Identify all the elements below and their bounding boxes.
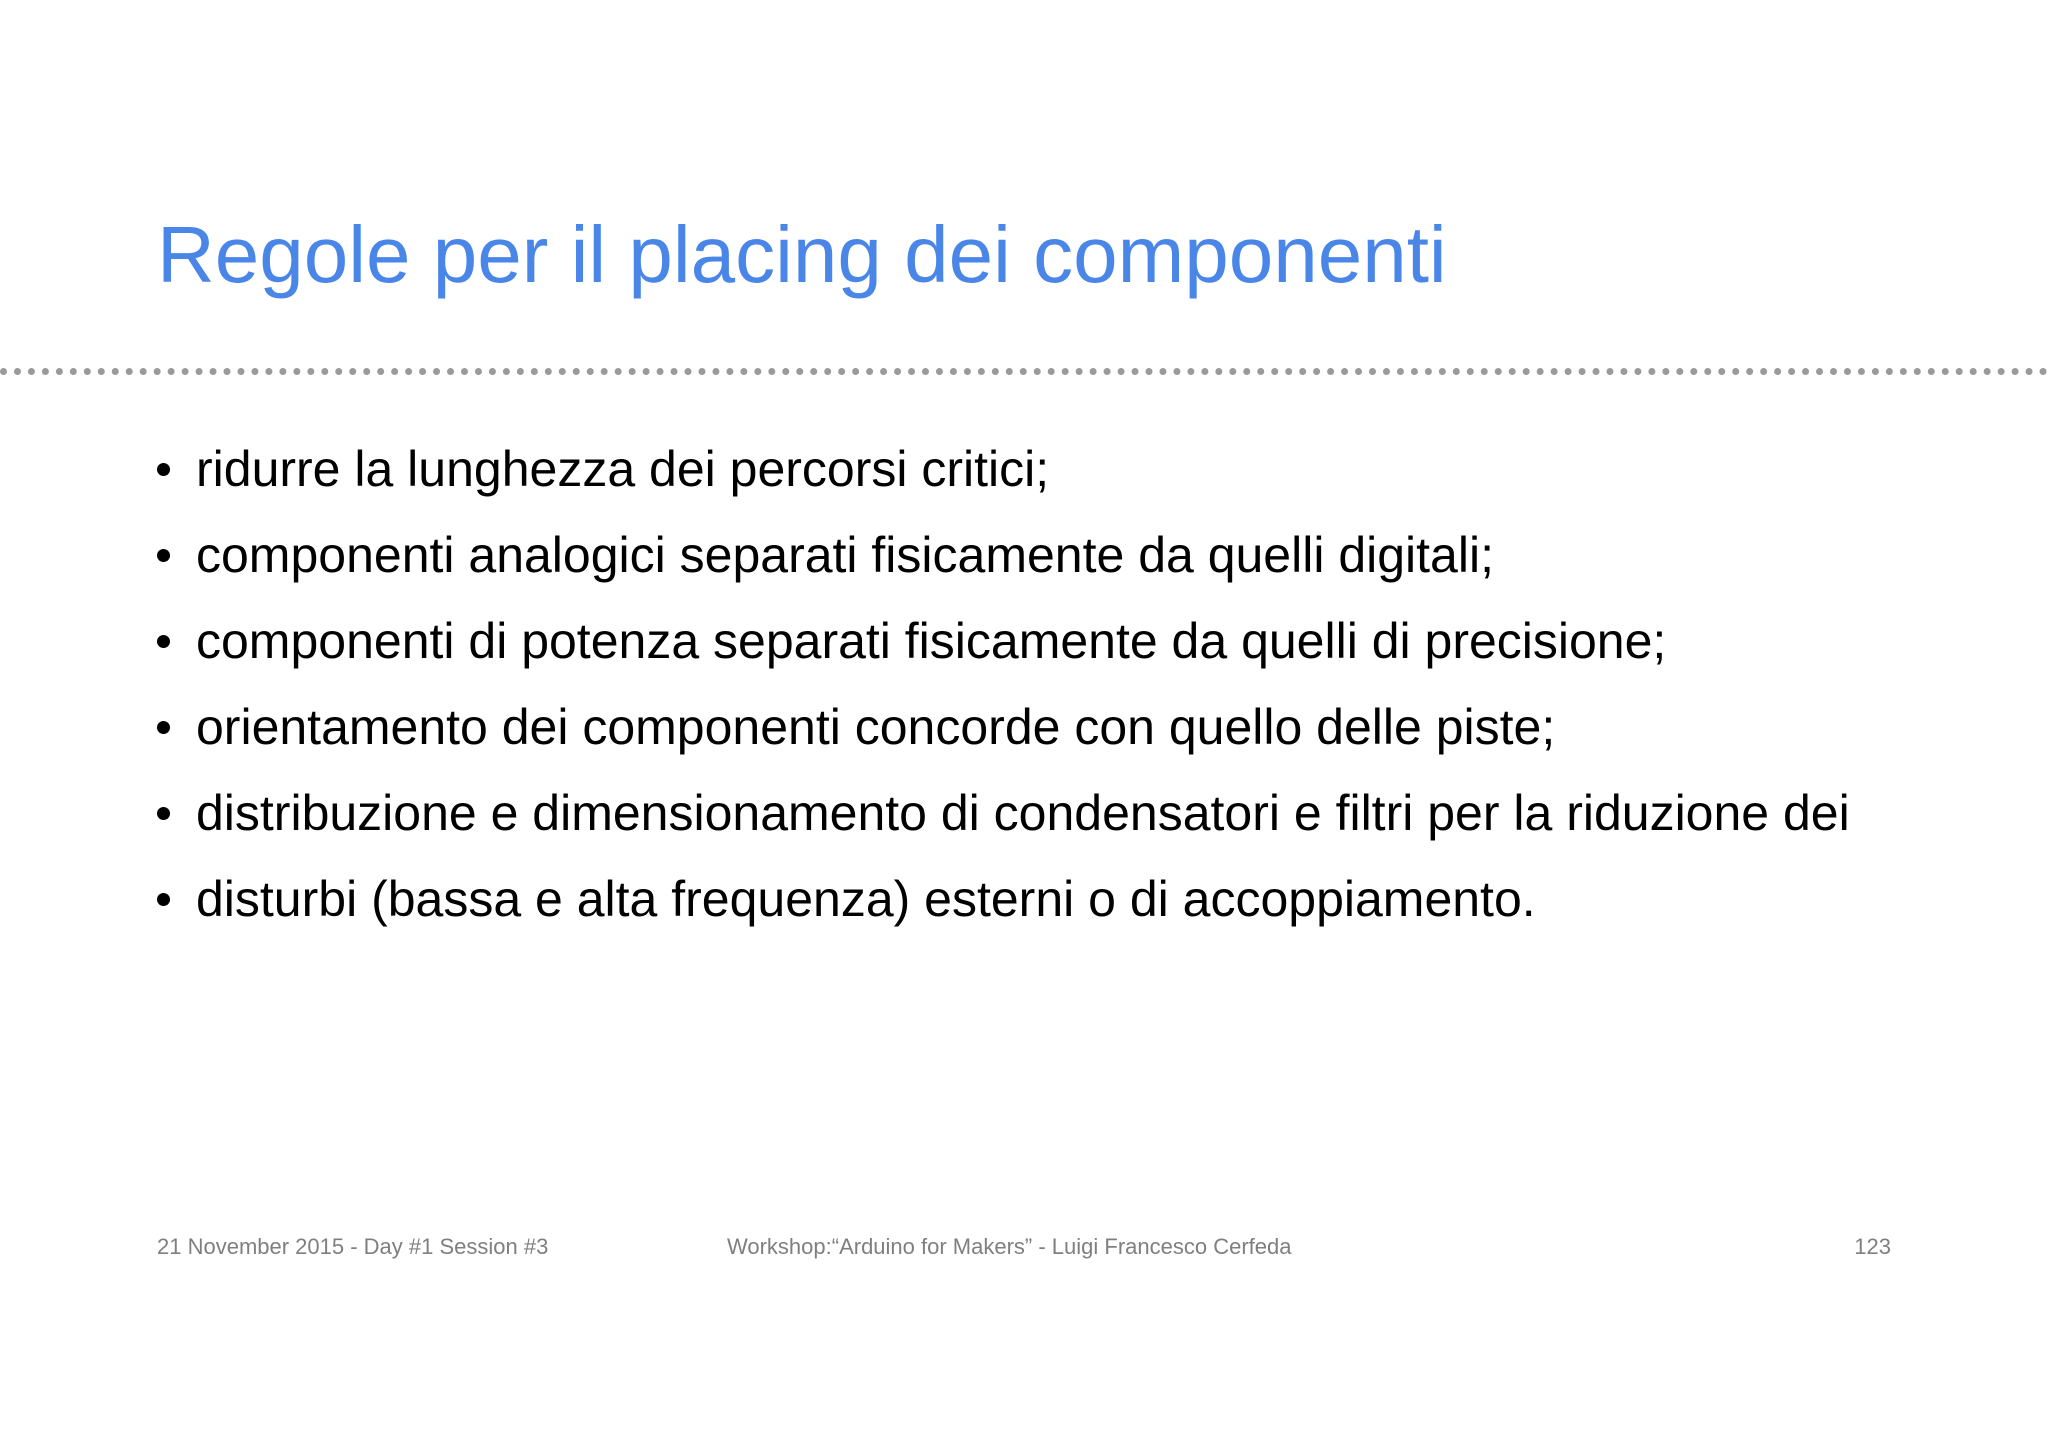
bullet-dot-icon: [157, 721, 170, 734]
footer-page-number: 123: [1854, 1234, 1891, 1259]
bullet-dot-icon: [157, 807, 170, 820]
bullet-item: [157, 610, 1917, 672]
bullet-item: [157, 438, 1917, 500]
footer-date: 21 November 2015 - Day #1 Session #3: [157, 1234, 549, 1259]
title-divider: [0, 368, 2048, 375]
bullet-dot-icon: [157, 893, 170, 906]
bullet-item: [157, 524, 1917, 586]
bullet-item: [157, 782, 1917, 844]
bullet-dot-icon: [157, 635, 170, 648]
bullet-text: ridurre la lunghezza dei percorsi critici;: [196, 441, 1050, 497]
bullet-text: distribuzione e dimensionamento di condensatori e filtri per la riduzione dei: [196, 785, 1850, 841]
bullet-text: disturbi (bassa e alta frequenza) esterni o di accoppiamento.: [196, 871, 1536, 927]
slide-title: Regole per il placing dei componenti: [157, 210, 1447, 299]
bullet-text: componenti analogici separati fisicamente da quelli digitali;: [196, 527, 1494, 583]
bullet-dot-icon: [157, 463, 170, 476]
bullet-text: componenti di potenza separati fisicamente da quelli di precisione;: [196, 613, 1667, 669]
bullet-item: [157, 868, 1917, 930]
bullet-list: [157, 438, 1917, 954]
bullet-text: orientamento dei componenti concorde con quello delle piste;: [196, 699, 1556, 755]
bullet-dot-icon: [157, 549, 170, 562]
bullet-item: [157, 696, 1917, 758]
footer-event: Workshop:“Arduino for Makers” - Luigi Francesco Cerfeda: [727, 1234, 1292, 1259]
